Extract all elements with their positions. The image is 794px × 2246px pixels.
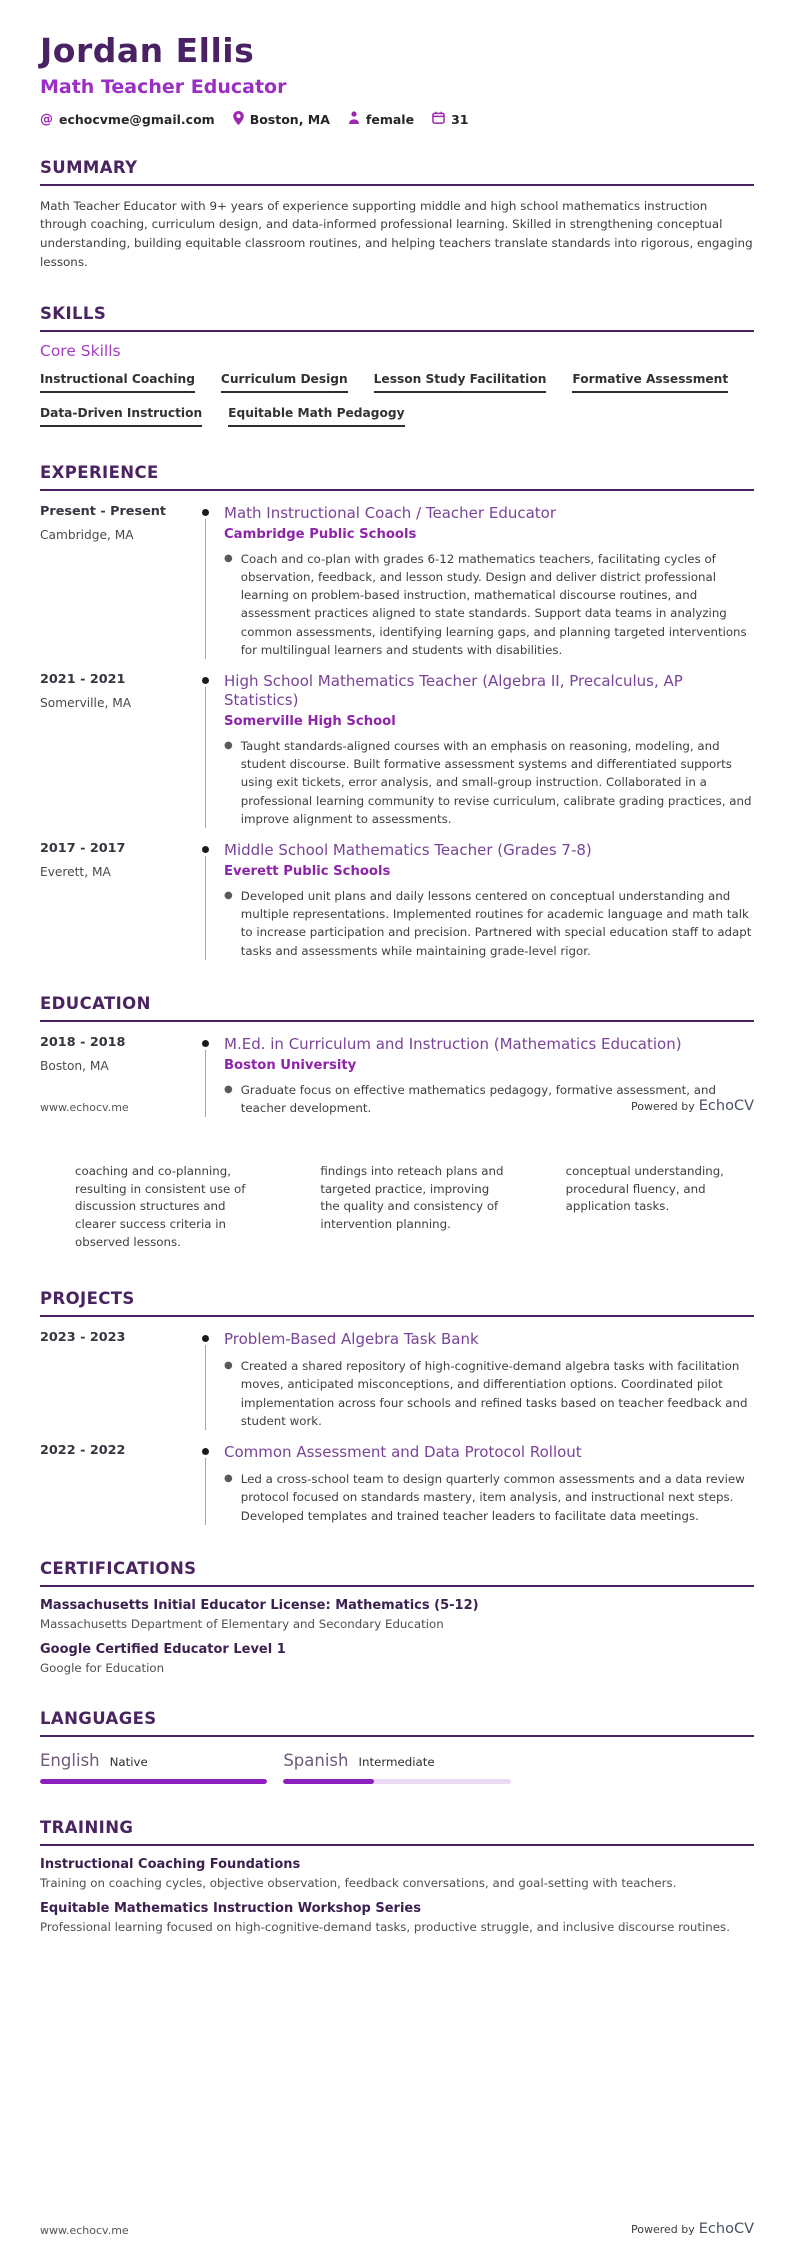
- language-bar-fill: [40, 1779, 267, 1784]
- skill-chip: Equitable Math Pedagogy: [228, 406, 404, 427]
- language-bar-track: [40, 1779, 267, 1784]
- entry-location: Cambridge, MA: [40, 527, 134, 542]
- candidate-title: Math Teacher Educator: [40, 75, 287, 98]
- education-bullet-text: Graduate focus on effective mathematics pedagogy, formative assessment, and teacher development.: [240, 1082, 716, 1116]
- summary-heading: SUMMARY: [40, 158, 754, 186]
- footer-powered: [631, 2218, 754, 2237]
- bullet-dot-icon: ●: [224, 739, 233, 751]
- footer-powered: [631, 1095, 754, 1114]
- page-footer: [40, 2218, 754, 2237]
- footer-powered-text: Powered by: [630, 1100, 695, 1113]
- bullet-dot-icon: ●: [224, 1083, 233, 1095]
- footer-site-link[interactable]: www.echocv.me: [40, 1101, 129, 1114]
- skill-chip: Instructional Coaching: [40, 372, 195, 393]
- bullet-dot-icon: ●: [224, 1473, 233, 1485]
- job-bullet-text: Coach and co-plan with grades 6-12 mathematics teachers, facilitating cycles of observation, feedback, and lesson study. Design and deliver district professional learning on problem-based instruction, mathematical discourse routines, and assessment practices aligned to state standards. Support data teams in analyzing common assessments, identifying learning gaps, and planning targeted interventions for multilingual learners and students with disabilities.: [240, 551, 747, 657]
- entry-dates: 2018 - 2018: [40, 1035, 126, 1051]
- contact-gender: [348, 111, 414, 127]
- entry-meta: [40, 672, 190, 828]
- summary-section: [40, 158, 754, 272]
- language-item: [283, 1751, 510, 1784]
- summary-text: Math Teacher Educator with 9+ years of experience supporting middle and high school mathematics instruction through coaching, curriculum design, and data-informed professional learning. Skilled in strengthening conceptual understanding, building equitable classroom routines, and helping teachers translate standards into rigorous, engaging lessons.: [40, 198, 753, 270]
- language-bar-fill: [283, 1779, 374, 1784]
- language-bar-track: [283, 1779, 510, 1784]
- contact-gender-text: female: [365, 111, 415, 127]
- entry-body: [224, 1330, 754, 1430]
- timeline-dot-icon: [202, 1040, 209, 1047]
- bullet-dot-icon: ●: [224, 889, 233, 901]
- language-item: [40, 1751, 267, 1784]
- project-title: Problem-Based Algebra Task Bank: [224, 1330, 479, 1349]
- achievement-text-continued: coaching and co-planning, resulting in consistent use of discussion structures and clearer success criteria in observed lessons.: [75, 1164, 246, 1249]
- job-title: High School Mathematics Teacher (Algebra II, Precalculus, AP Statistics): [224, 672, 683, 710]
- project-entry: [40, 1443, 754, 1525]
- job-bullet-text: Developed unit plans and daily lessons centered on conceptual understanding and multiple representations. Implemented routines for academic language and math talk to increase participation and precision. Partnered with special education staff to adapt tasks and assessments while maintaining grade-level rigor.: [240, 888, 752, 958]
- project-bullet-text: Led a cross-school team to design quarterly common assessments and a data review protocol focused on standards mastery, item analysis, and instructional next steps. Developed templates and trained teacher leaders to facilitate data meetings.: [240, 1472, 745, 1523]
- school-name: Boston University: [224, 1057, 357, 1073]
- timeline: [190, 504, 224, 659]
- timeline: [190, 1443, 224, 1525]
- language-row: [40, 1751, 267, 1770]
- certification-name: Google Certified Educator Level 1: [40, 1641, 286, 1657]
- project-title: Common Assessment and Data Protocol Rollout: [224, 1443, 582, 1462]
- entry-body: [224, 1443, 754, 1525]
- job-bullet: [224, 550, 754, 660]
- training-name: Equitable Mathematics Instruction Workshop Series: [40, 1900, 421, 1916]
- job-bullet: [224, 737, 754, 828]
- job-bullet: [224, 887, 754, 960]
- education-heading: EDUCATION: [40, 994, 754, 1022]
- skill-chip: Curriculum Design: [221, 372, 348, 393]
- language-row: [283, 1751, 510, 1770]
- experience-entry: [40, 841, 754, 960]
- timeline-dot-icon: [202, 677, 209, 684]
- languages-grid: [40, 1751, 754, 1784]
- entry-location: Boston, MA: [40, 1059, 109, 1074]
- training-section: [40, 1818, 754, 1934]
- timeline-dot-icon: [202, 846, 209, 853]
- timeline-dot-icon: [202, 509, 209, 516]
- skills-group-label: Core Skills: [40, 341, 121, 360]
- job-bullet-text: Taught standards-aligned courses with an emphasis on reasoning, modeling, and student discourse. Built formative assessment systems and differentiated supports using exit tickets, error analysis, and small-group instruction. Collaborated in a professional learning community to revise curriculum, calibrate grading practices, and improve alignment to assessments.: [240, 738, 752, 826]
- candidate-name: Jordan Ellis: [40, 31, 255, 70]
- timeline: [190, 672, 224, 828]
- timeline-line: [205, 687, 206, 828]
- timeline-line: [205, 1458, 206, 1525]
- entry-dates: 2021 - 2021: [40, 672, 126, 688]
- entry-meta: [40, 841, 190, 960]
- company-name: Cambridge Public Schools: [224, 526, 417, 542]
- experience-entry: [40, 672, 754, 828]
- footer-powered-text: Powered by: [630, 2223, 695, 2236]
- job-title: Middle School Mathematics Teacher (Grades 7-8): [224, 841, 592, 860]
- certifications-heading: CERTIFICATIONS: [40, 1559, 754, 1587]
- timeline-dot-icon: [202, 1448, 209, 1455]
- training-name: Instructional Coaching Foundations: [40, 1856, 301, 1872]
- skills-list: [40, 372, 754, 427]
- timeline-dot-icon: [202, 1335, 209, 1342]
- certification-issuer: Massachusetts Department of Elementary and Secondary Education: [40, 1616, 444, 1631]
- skill-chip: Data-Driven Instruction: [40, 406, 202, 427]
- training-heading: TRAINING: [40, 1818, 754, 1846]
- language-level: Native: [109, 1754, 148, 1769]
- contact-age: [432, 111, 468, 127]
- entry-meta: [40, 504, 190, 659]
- bullet-dot-icon: ●: [224, 1360, 233, 1372]
- certification-name: Massachusetts Initial Educator License: Mathematics (5-12): [40, 1597, 479, 1613]
- entry-location: Somerville, MA: [40, 696, 132, 711]
- resume-page-2: [0, 1123, 794, 2246]
- experience-heading: EXPERIENCE: [40, 463, 754, 491]
- training-description: Training on coaching cycles, objective observation, feedback conversations, and goal-setting with teachers.: [40, 1875, 677, 1890]
- page-footer: [40, 1095, 754, 1114]
- location-icon: [233, 111, 244, 128]
- degree-title: M.Ed. in Curriculum and Instruction (Mathematics Education): [224, 1035, 682, 1054]
- company-name: Everett Public Schools: [224, 863, 391, 879]
- contact-location: [233, 111, 330, 128]
- company-name: Somerville High School: [224, 713, 396, 729]
- entry-body: [224, 504, 754, 659]
- calendar-icon: [432, 111, 445, 127]
- entry-dates: 2023 - 2023: [40, 1330, 126, 1346]
- entry-body: [224, 841, 754, 960]
- experience-section: [40, 463, 754, 960]
- skills-section: [40, 304, 754, 427]
- project-bullet: [224, 1357, 754, 1430]
- bullet-dot-icon: ●: [224, 552, 233, 564]
- timeline-line: [205, 1345, 206, 1430]
- entry-meta: [40, 1330, 190, 1430]
- job-title: Math Instructional Coach / Teacher Educator: [224, 503, 557, 522]
- contact-location-text: Boston, MA: [249, 111, 330, 127]
- language-name: Spanish: [283, 1750, 349, 1770]
- languages-section: [40, 1709, 754, 1784]
- contact-email[interactable]: [40, 112, 215, 127]
- skill-chip: Formative Assessment: [572, 372, 728, 393]
- skills-heading: SKILLS: [40, 304, 754, 332]
- skill-chip: Lesson Study Facilitation: [374, 372, 547, 393]
- language-name: English: [40, 1750, 100, 1770]
- timeline: [190, 1330, 224, 1430]
- entry-dates: Present - Present: [40, 503, 167, 519]
- footer-brand: EchoCV: [698, 2221, 754, 2237]
- entry-location: Everett, MA: [40, 865, 111, 880]
- person-icon: [348, 111, 360, 127]
- language-level: Intermediate: [358, 1754, 435, 1769]
- languages-heading: LANGUAGES: [40, 1709, 754, 1737]
- footer-brand: EchoCV: [698, 1098, 754, 1114]
- training-description: Professional learning focused on high-cognitive-demand tasks, productive struggle, and inclusive discourse routines.: [40, 1919, 730, 1934]
- contact-age-text: 31: [451, 111, 469, 127]
- timeline-line: [205, 519, 206, 659]
- contact-row: [40, 111, 754, 128]
- project-bullet: [224, 1470, 754, 1525]
- experience-entry: [40, 504, 754, 659]
- timeline-line: [205, 856, 206, 960]
- projects-section: [40, 1289, 754, 1524]
- footer-site-link[interactable]: www.echocv.me: [40, 2224, 129, 2237]
- project-entry: [40, 1330, 754, 1430]
- at-icon: @: [40, 111, 53, 127]
- entry-body: [224, 672, 754, 828]
- achievements-continuation: [40, 1123, 754, 1251]
- entry-meta: [40, 1443, 190, 1525]
- entry-dates: 2022 - 2022: [40, 1443, 126, 1459]
- project-bullet-text: Created a shared repository of high-cognitive-demand algebra tasks with facilitation moves, anticipated misconceptions, and differentiation options. Coordinated pilot implementation across four schools and refined tasks based on teacher feedback and student work.: [240, 1359, 748, 1429]
- entry-dates: 2017 - 2017: [40, 841, 126, 857]
- language-grid-spacer: [527, 1751, 754, 1784]
- achievement-text-continued: conceptual understanding, procedural fluency, and application tasks.: [565, 1164, 724, 1214]
- projects-heading: PROJECTS: [40, 1289, 754, 1317]
- achievement-text-continued: findings into reteach plans and targeted practice, improving the quality and consistency of intervention planning.: [320, 1164, 504, 1232]
- certifications-section: [40, 1559, 754, 1675]
- timeline: [190, 841, 224, 960]
- contact-email-text: echocvme@gmail.com: [59, 111, 215, 127]
- certification-issuer: Google for Education: [40, 1660, 165, 1675]
